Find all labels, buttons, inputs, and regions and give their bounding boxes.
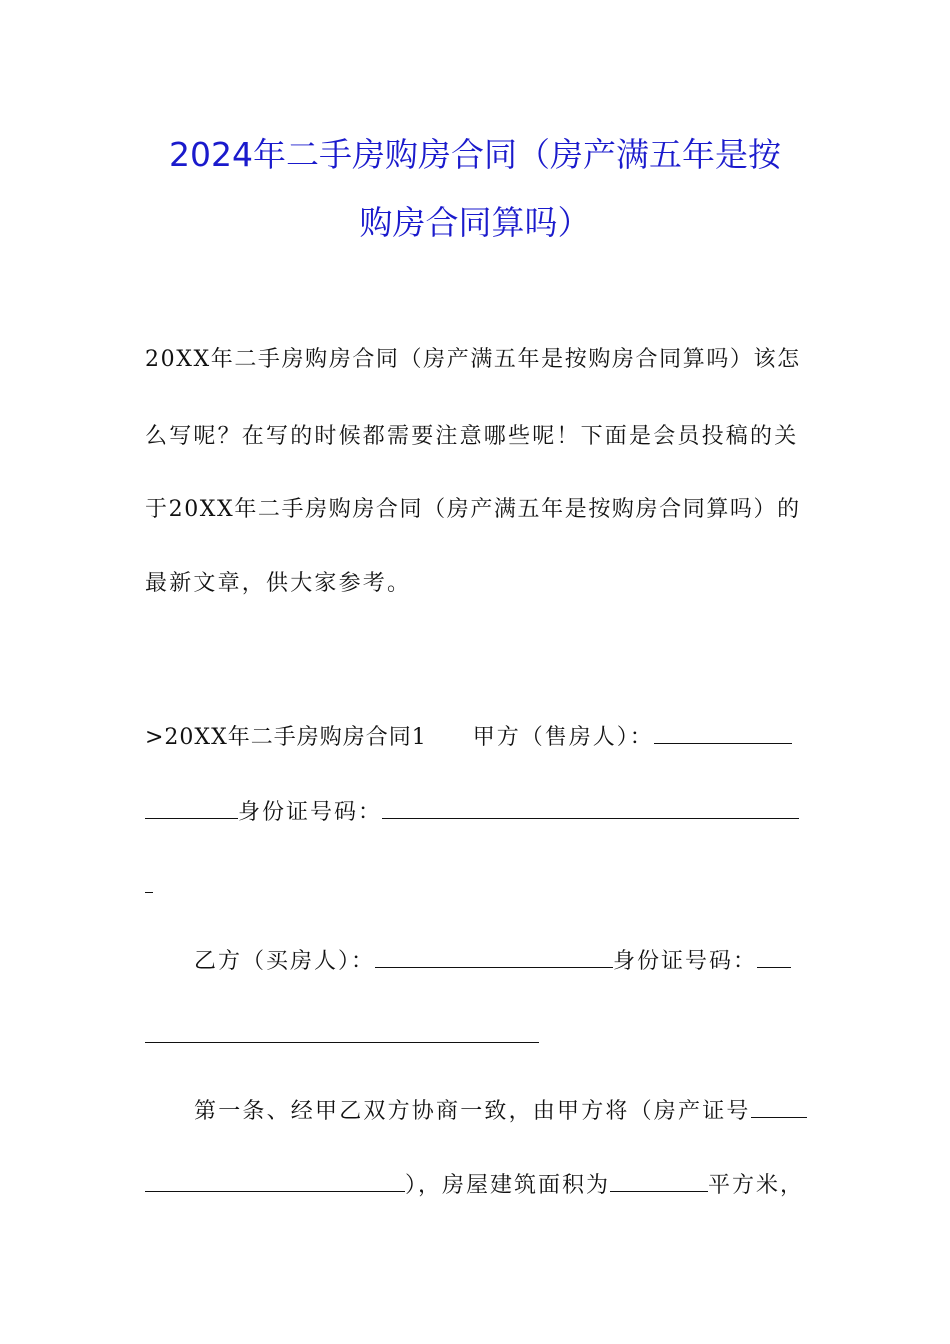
party-a-id-line <box>145 798 799 824</box>
document-title-line2: 购房合同算吗） <box>359 203 591 242</box>
party-b-line <box>194 947 791 973</box>
party-b-id-label: 身份证号码： <box>613 949 758 974</box>
area-blank <box>610 1171 708 1192</box>
party-a-label: 甲方（售房人）： <box>472 725 654 750</box>
id-number-label: 身份证号码： <box>238 800 383 825</box>
party-b-id-cont-line <box>145 1022 539 1048</box>
intro-line-3: 于20XX年二手房购房合同（房产满五年是按购房合同算吗）的 <box>145 497 801 522</box>
party-a-id-cont-line <box>145 872 153 898</box>
party-b-blank <box>375 947 613 968</box>
party-a-blank <box>654 723 792 744</box>
document-title-line1: 2024年二手房购房合同（房产满五年是按 <box>169 135 781 174</box>
intro-line-1: 20XX年二手房购房合同（房产满五年是按购房合同算吗）该怎 <box>145 347 801 372</box>
article-1-text: 第一条、经甲乙双方协商一致，由甲方将（房产证号 <box>194 1099 751 1124</box>
property-cert-blank-cont <box>145 1171 405 1192</box>
article-1-area-text: ），房屋建筑面积为 <box>405 1173 611 1198</box>
area-unit: 平方米， <box>708 1173 805 1198</box>
article-1-line-1 <box>194 1097 807 1123</box>
property-cert-blank <box>751 1097 807 1118</box>
party-a-blank-cont <box>145 798 238 819</box>
party-b-id-blank <box>757 947 791 968</box>
party-b-label: 乙方（买房人）： <box>194 949 376 974</box>
party-a-id-blank-cont <box>145 872 153 893</box>
party-a-line <box>145 723 792 749</box>
article-1-line-2 <box>145 1171 804 1197</box>
intro-line-4: 最新文章，供大家参考。 <box>145 571 412 596</box>
party-a-id-blank <box>382 798 799 819</box>
intro-line-2: 么写呢？在写的时候都需要注意哪些呢！下面是会员投稿的关 <box>145 424 799 449</box>
party-b-id-blank-cont <box>145 1022 539 1043</box>
section-heading: >20XX年二手房购房合同1 <box>145 725 427 750</box>
